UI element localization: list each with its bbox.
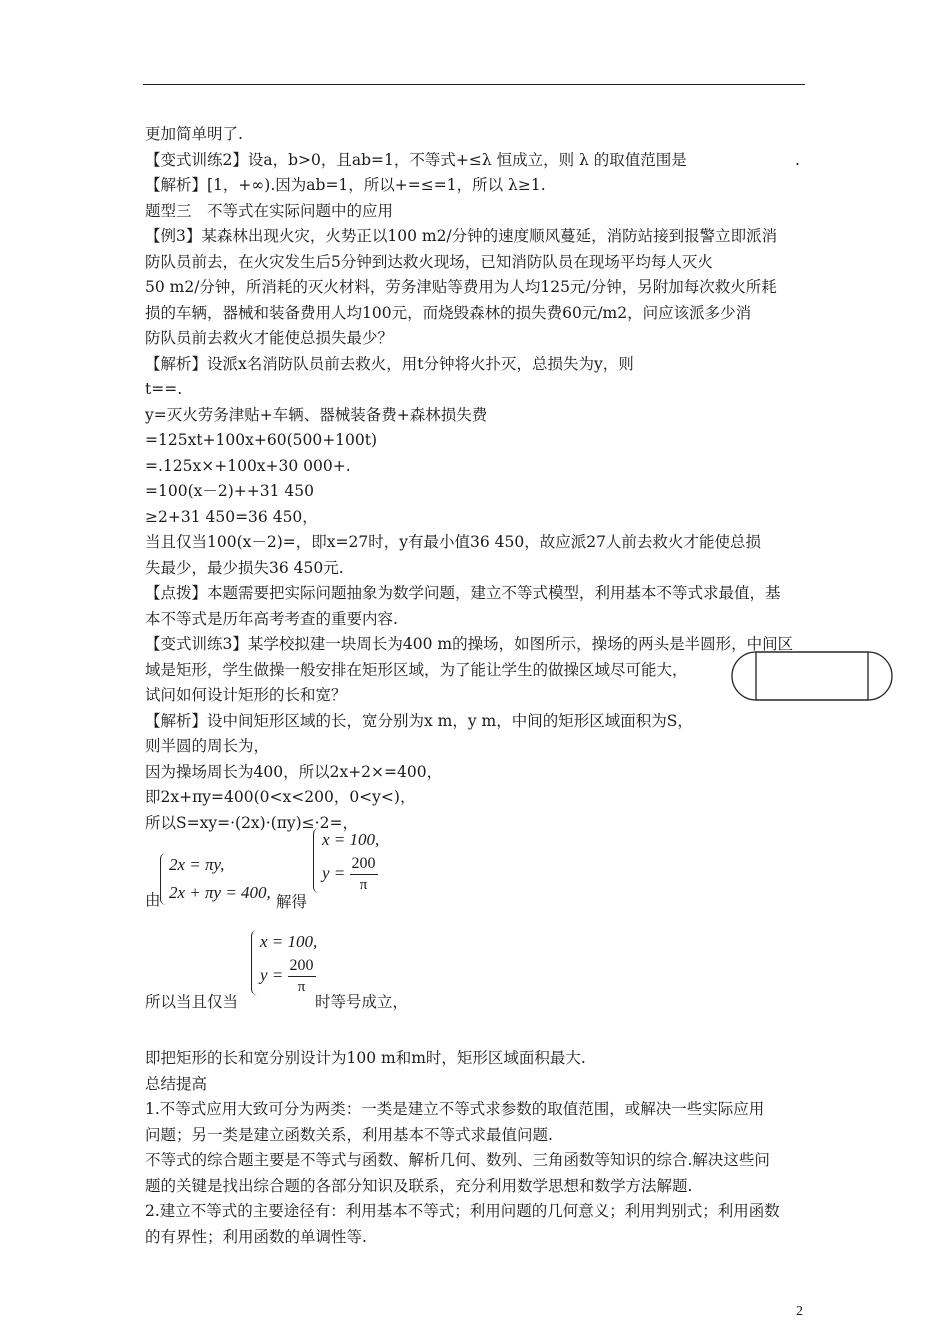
fraction: [288, 956, 316, 997]
analysis-line: 因为操场周长为400，所以2x+2×=400，: [145, 762, 443, 781]
conclusion-line: 即把矩形的长和宽分别设计为100 m和m时，矩形区域面积最大.: [145, 1049, 586, 1067]
analysis-3-line: t==.: [145, 380, 183, 398]
equation: x = 100,: [260, 932, 318, 951]
analysis-line: 【解析】设中间矩形区域的长，宽分别为x m，y m，中间的矩形区域面积为S，: [145, 711, 693, 730]
equation-lhs: y =: [260, 965, 284, 985]
tip-line: 【点拨】本题需要把实际问题抽象为数学问题，建立不等式模型，利用基本不等式求最值，基: [145, 584, 781, 602]
summary-line: 题的关键是找出综合题的各部分知识及联系，充分利用数学思想和数学方法解题.: [145, 1176, 693, 1195]
analysis-3-line: =.125x×+100x+30 000+.: [145, 456, 351, 475]
analysis-2: 【解析】[1，+∞).因为ab=1，所以+=≤=1，所以 λ≥1.: [145, 176, 546, 194]
equality-condition-row: [145, 928, 807, 1022]
you-label: 由: [145, 891, 161, 909]
example-3-line: 【例3】某森林出现火灾，火势正以100 m2/分钟的速度顺风蔓延，消防站接到报警立即派消: [145, 227, 778, 245]
example-3-line: 防队员前去救火才能使总损失最少？: [145, 329, 394, 347]
brace-icon: [313, 828, 322, 893]
blank-end: .: [795, 150, 800, 169]
jiede-label: 解得: [276, 893, 308, 911]
text-line: 更加简单明了.: [145, 125, 243, 143]
equation-system-3: [251, 928, 317, 997]
analysis-3-line: =125xt+100x+60(500+100t): [145, 431, 378, 449]
fraction-numerator: 200: [288, 956, 316, 977]
equation: 2x = πy,: [169, 855, 225, 874]
summary-line: 不等式的综合题主要是不等式与函数、解析几何、数列、三角函数等知识的综合.解决这些问: [145, 1151, 770, 1169]
summary-line: 2.建立不等式的主要途径有：利用基本不等式；利用问题的几何意义；利用判别式；利用函数: [145, 1202, 780, 1220]
summary-line: 问题；另一类是建立函数关系，利用基本不等式求最值问题.: [145, 1125, 553, 1144]
equation-system-row: [145, 830, 807, 928]
analysis-3-line: 失最少，最少损失36 450元.: [145, 558, 344, 577]
document-body: [145, 122, 807, 1250]
playground-diagram: [731, 651, 893, 701]
summary-line: 的有界性；利用函数的单调性等.: [145, 1227, 367, 1246]
variant-exercise-3-line: 【变式训练3】某学校拟建一块周长为400 m的操场，如图所示，操场的两头是半圆形，中间区: [145, 635, 794, 653]
analysis-line: 即2x+πy=400(0<x<200，0<y<)，: [145, 788, 416, 806]
page-number: 2: [796, 1304, 803, 1319]
shi-label: 时等号成立，: [315, 993, 409, 1011]
brace-icon: [160, 853, 169, 905]
equation: x = 100,: [322, 830, 380, 849]
summary-heading: 总结提高: [145, 1074, 208, 1093]
fraction: [350, 854, 378, 895]
analysis-line: 所以S=xy=·(2x)·(πy)≤·2=，: [145, 813, 358, 832]
example-3-line: 损的车辆，器械和装备费用人均100元，而烧毁森林的损失费60元/m2，问应该派多少消: [145, 303, 752, 322]
tip-line: 本不等式是历年高考考查的重要内容.: [145, 609, 398, 628]
equation-lhs: y =: [322, 863, 346, 883]
summary-line: 1.不等式应用大致可分为两类：一类是建立不等式求参数的取值范围，或解决一些实际应用: [145, 1100, 765, 1118]
equation-system-2: [313, 826, 379, 895]
example-3-line: 50 m2/分钟，所消耗的灭火材料，劳务津贴等费用为人均125元/分钟，另附加每次救火所耗: [145, 278, 777, 296]
fraction-denominator: π: [359, 877, 368, 893]
fraction-numerator: 200: [350, 854, 378, 875]
fraction-denominator: π: [297, 979, 306, 995]
analysis-3-line: 【解析】设派x名消防队员前去救火，用t分钟将火扑灭，总损失为y，则: [145, 354, 634, 373]
suoyi-label: 所以当且仅当: [145, 993, 239, 1011]
equation: 2x + πy = 400,: [169, 883, 271, 902]
example-3-line: 防队员前去，在火灾发生后5分钟到达救火现场，已知消防队员在现场平均每人灭火: [145, 252, 713, 271]
analysis-3-line: y=灭火劳务津贴+车辆、器械装备费+森林损失费: [145, 405, 488, 424]
variant-exercise-3-line: 域是矩形，学生做操一般安排在矩形区域，为了能让学生的做操区域尽可能大，: [145, 660, 688, 679]
analysis-3-line: 当且仅当100(x－2)=，即x=27时，y有最小值36 450，故应派27人前去救火才能使总损: [145, 533, 761, 551]
analysis-line: 则半圆的周长为，: [145, 737, 270, 755]
variant-exercise-3-line: 试问如何设计矩形的长和宽？: [145, 686, 347, 704]
section-heading: 题型三 不等式在实际问题中的应用: [145, 201, 394, 220]
analysis-3-line: ≥2+31 450=36 450，: [145, 507, 318, 526]
header-rule: [143, 84, 805, 85]
rectangle-region: [756, 652, 868, 700]
analysis-3-line: =100(x－2)++31 450: [145, 482, 314, 500]
variant-exercise-2: 【变式训练2】设a，b>0，且ab=1，不等式+≤λ 恒成立，则 λ 的取值范围是 .: [145, 148, 807, 174]
equation-system-1: [160, 851, 271, 907]
brace-icon: [251, 930, 260, 995]
